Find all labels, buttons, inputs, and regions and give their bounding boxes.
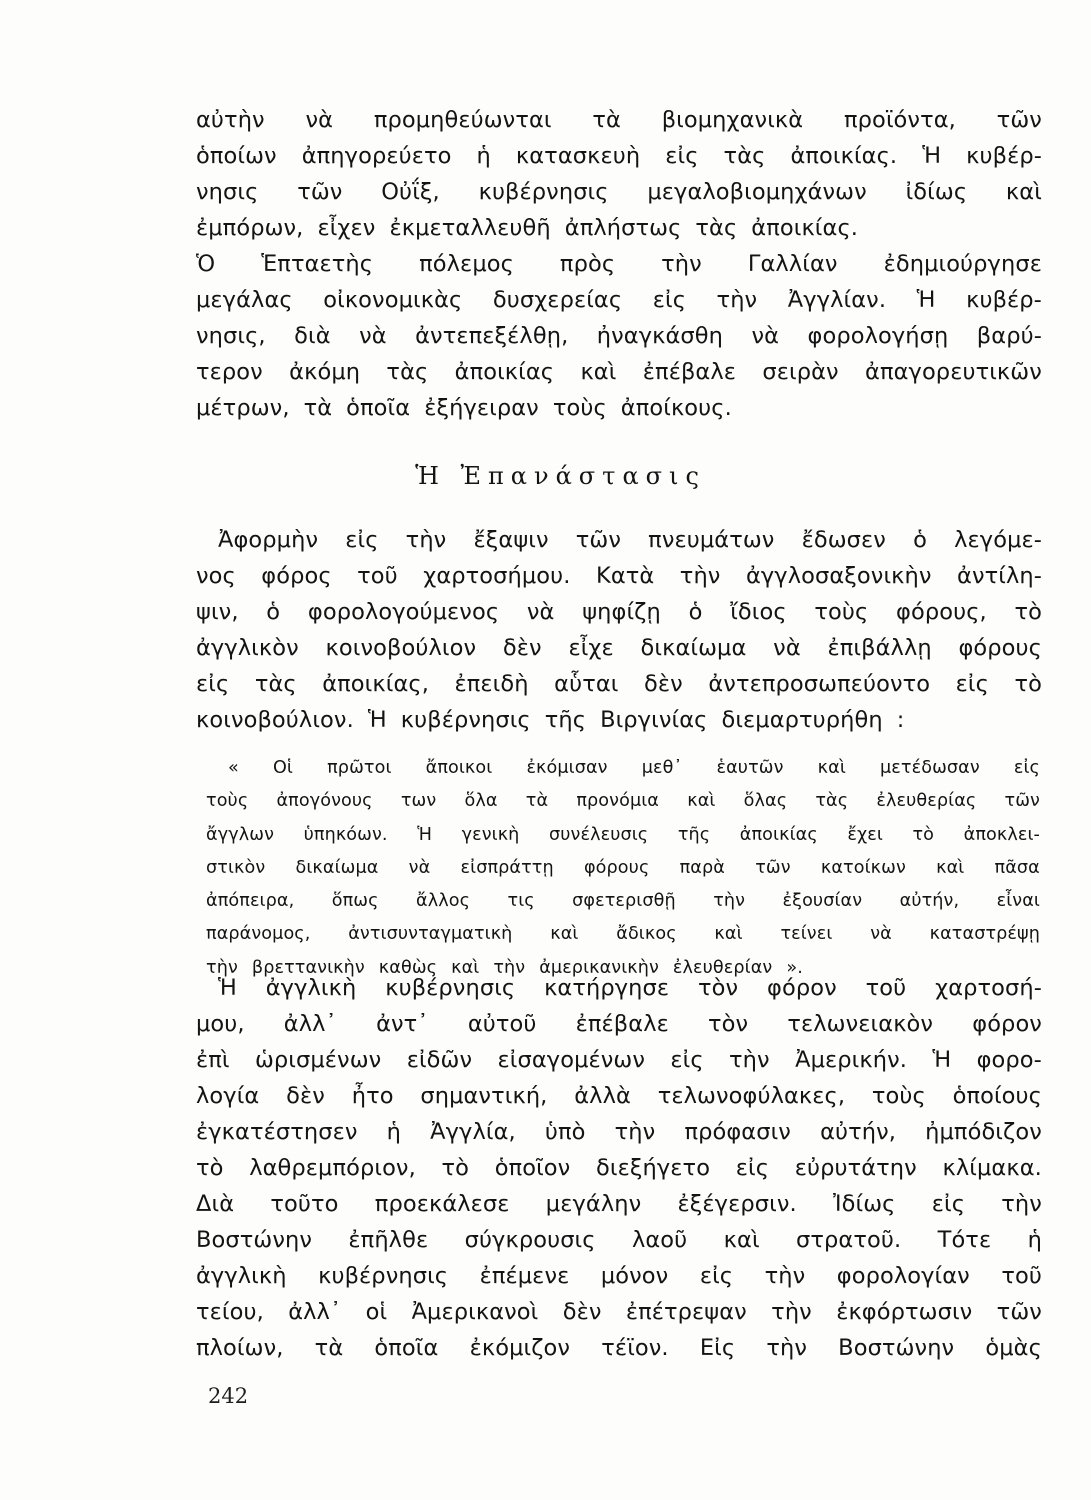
text-line: εἰς τὰς ἀποικίας, ἐπειδὴ αὗται δὲν ἀντεπροσωπεύοντο εἰς τὸ xyxy=(196,671,1042,697)
text-line: Ἀφορμὴν εἰς τὴν ἔξαψιν τῶν πνευμάτων ἔδωσεν ὁ λεγόμε- xyxy=(218,527,1042,553)
paragraph-customs-duty xyxy=(196,970,1042,1366)
text-line: νησις τῶν Οὐΐξ, κυβέρνησις μεγαλοβιομηχάνων ἰδίως καὶ xyxy=(196,179,1042,205)
text-line: τὴν βρεττανικὴν καθὼς καὶ τὴν ἀμερικανικὴν ἐλευθερίαν ». xyxy=(206,957,803,978)
text-line: ὁποίων ἀπηγορεύετο ἡ κατασκευὴ εἰς τὰς ἀποικίας. Ἡ κυβέρ- xyxy=(196,143,1042,169)
text-line: τερον ἀκόμη τὰς ἀποικίας καὶ ἐπέβαλε σειρὰν ἀπαγορευτικῶν xyxy=(196,359,1042,385)
text-line: ἐγκατέστησεν ἡ Ἀγγλία, ὑπὸ τὴν πρόφασιν αὐτήν, ἠμπόδιζον xyxy=(196,1119,1042,1145)
text-line: τὸ λαθρεμπόριον, τὸ ὁποῖον διεξήγετο εἰς εὐρυτάτην κλίμακα. xyxy=(196,1155,1042,1181)
text-line: παράνομος, ἀντισυνταγματικὴ καὶ ἄδικος καὶ τείνει νὰ καταστρέψῃ xyxy=(206,924,1040,945)
text-line: Βοστώνην ἐπῆλθε σύγκρουσις λαοῦ καὶ στρατοῦ. Τότε ἡ xyxy=(196,1227,1042,1253)
text-line: πλοίων, τὰ ὁποῖα ἐκόμιζον τέϊον. Εἰς τὴν Βοστώνην ὁμὰς xyxy=(196,1335,1042,1361)
text-line: μου, ἀλλ᾽ ἀντ᾽ αὐτοῦ ἐπέβαλε τὸν τελωνειακὸν φόρον xyxy=(196,1011,1042,1037)
page-number: 242 xyxy=(208,1384,249,1408)
text-line: ἐμπόρων, εἶχεν ἐκμεταλλευθῆ ἀπλήστως τὰς ἀποικίας. xyxy=(196,215,859,241)
text-line: ἐπὶ ὡρισμένων εἰδῶν εἰσαγομένων εἰς τὴν Ἀμερικήν. Ἡ φορο- xyxy=(196,1047,1042,1073)
text-line: ἀπόπειρα, ὅπως ἄλλος τις σφετερισθῇ τὴν ἐξουσίαν αὐτήν, εἶναι xyxy=(206,891,1040,912)
text-line: τείου, ἀλλ᾽ οἱ Ἀμερικανοὶ δὲν ἐπέτρεψαν τὴν ἐκφόρτωσιν τῶν xyxy=(196,1299,1042,1325)
text-line: λογία δὲν ἦτο σημαντική, ἀλλὰ τελωνοφύλακες, τοὺς ὁποίους xyxy=(196,1083,1042,1109)
text-line: αὐτὴν νὰ προμηθεύωνται τὰ βιομηχανικὰ προϊόντα, τῶν xyxy=(196,107,1042,133)
text-line: « Οἱ πρῶτοι ἄποικοι ἐκόμισαν μεθ᾽ ἑαυτῶν καὶ μετέδωσαν εἰς xyxy=(228,758,1040,778)
text-line: νησις, διὰ νὰ ἀντεπεξέλθῃ, ἠναγκάσθη νὰ φορολογήσῃ βαρύ- xyxy=(196,323,1042,349)
text-line: ἀγγλικὸν κοινοβούλιον δὲν εἶχε δικαίωμα νὰ ἐπιβάλλῃ φόρους xyxy=(196,635,1042,661)
text-line: Ὁ Ἑπταετὴς πόλεμος πρὸς τὴν Γαλλίαν ἐδημιούργησε xyxy=(196,251,1042,277)
paragraph-colonial-policy xyxy=(196,102,1042,426)
text-line: νος φόρος τοῦ χαρτοσήμου. Κατὰ τὴν ἀγγλοσαξονικὴν ἀντίλη- xyxy=(196,563,1042,589)
text-line: κοινοβούλιον. Ἡ κυβέρνησις τῆς Βιργινίας διεμαρτυρήθη : xyxy=(196,707,905,733)
quote-virginia-protest xyxy=(206,752,1040,985)
section-heading: Ἡ Ἐπανάστασις xyxy=(415,462,706,490)
text-line: μέτρων, τὰ ὁποῖα ἐξήγειραν τοὺς ἀποίκους. xyxy=(196,395,732,421)
text-line: στικὸν δικαίωμα νὰ εἰσπράττῃ φόρους παρὰ τῶν κατοίκων καὶ πᾶσα xyxy=(206,857,1040,878)
text-line: μεγάλας οἰκονομικὰς δυσχερείας εἰς τὴν Ἀγγλίαν. Ἡ κυβέρ- xyxy=(196,287,1042,313)
text-line: τοὺς ἀπογόνους των ὅλα τὰ προνόμια καὶ ὅλας τὰς ἐλευθερίας τῶν xyxy=(206,791,1040,812)
text-line: ψιν, ὁ φορολογούμενος νὰ ψηφίζῃ ὁ ἴδιος τοὺς φόρους, τὸ xyxy=(196,599,1042,625)
paragraph-stamp-tax xyxy=(196,522,1042,738)
text-line: ἄγγλων ὑπηκόων. Ἡ γενικὴ συνέλευσις τῆς ἀποικίας ἔχει τὸ ἀποκλει- xyxy=(206,824,1040,845)
text-line: ἀγγλικὴ κυβέρνησις ἐπέμενε μόνον εἰς τὴν φορολογίαν τοῦ xyxy=(196,1263,1042,1289)
text-line: Ἡ ἀγγλικὴ κυβέρνησις κατήργησε τὸν φόρον τοῦ χαρτοσή- xyxy=(218,975,1042,1001)
text-line: Διὰ τοῦτο προεκάλεσε μεγάλην ἐξέγερσιν. Ἰδίως εἰς τὴν xyxy=(196,1191,1042,1217)
